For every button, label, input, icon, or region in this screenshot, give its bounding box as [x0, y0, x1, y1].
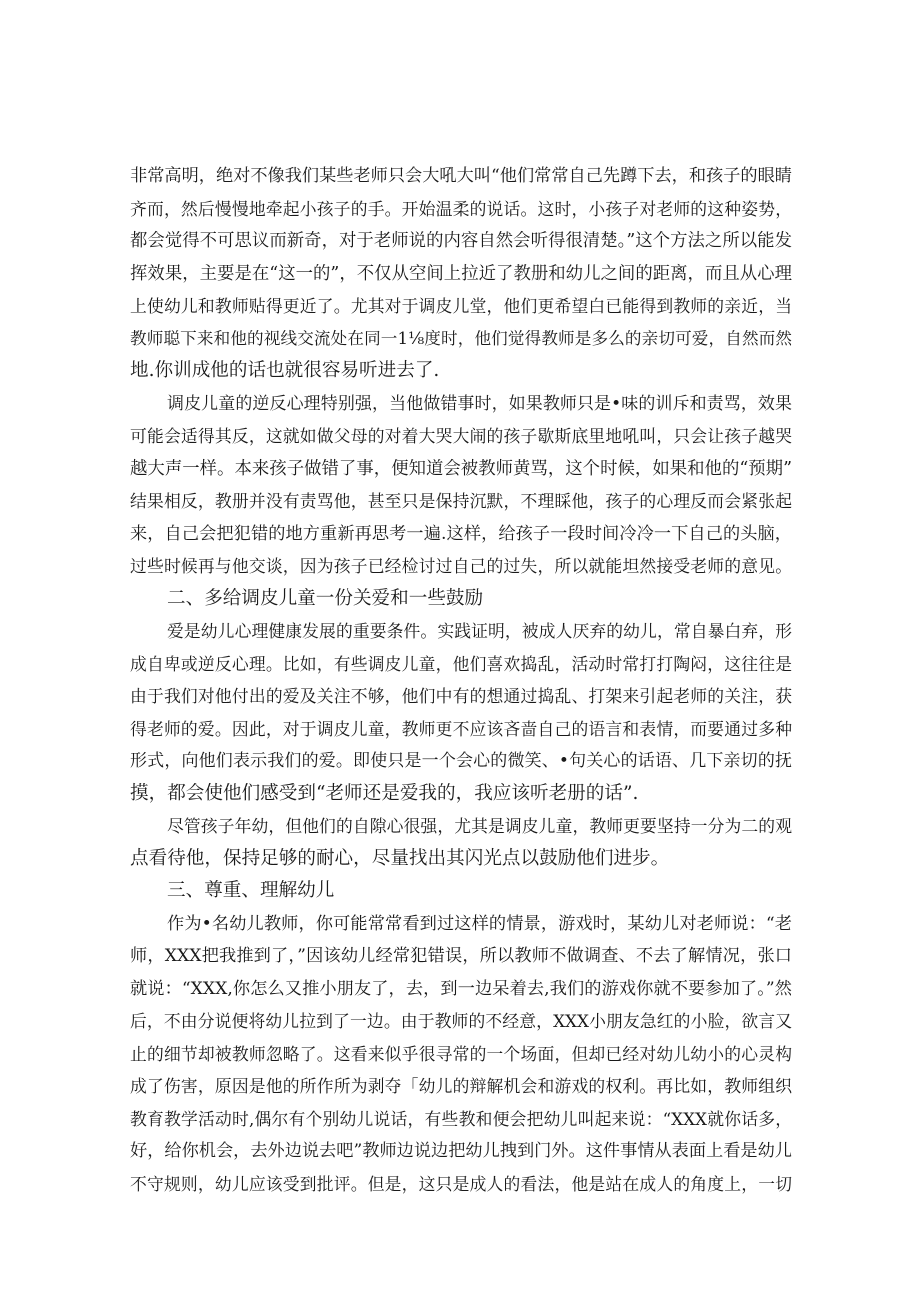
text-line: 点看待他，保持足够的耐心，尽量找出其闪光点以鼓励他们进步。 — [130, 847, 670, 869]
text-line: 摸，都会使他们感受到“老师还是爱我的，我应该听老册的话”. — [130, 782, 639, 804]
text-line: 爱是幼儿心理健康发展的重要条件。实践证明，被成人厌弃的幼儿，常自暴白弃，形 — [167, 621, 792, 641]
text-line: 挥效果，主要是在“这一的”，不仅从空间上拉近了教册和幼儿之间的距离，而且从心理 — [130, 263, 792, 284]
text-line: 由于我们对他付出的爱及关注不够，他们中有的想通过捣乱、打架来引起老师的关注，获 — [130, 686, 792, 706]
section-heading-2 — [130, 583, 792, 616]
text-line: 结果相反，教册并没有责骂他，甚至只是保持沉默，不理睬他，孩子的心理反而会紧张起 — [130, 491, 792, 511]
text-line: 调皮儿童的逆反心理特别强，当他做错事时，如果教师只是•味的训斥和责骂，效果 — [167, 393, 792, 414]
paragraph-5 — [130, 908, 792, 1201]
text-line: 教育教学活动时,偶尔有个别幼儿说话，有些教和便会把幼儿叫起来说：“XXX就你话多， — [130, 1108, 792, 1129]
text-line: 不守规则，幼儿应该受到批评。但是，这只是成人的看法，他是站在成人的角度上，一切 — [130, 1173, 792, 1194]
text-line: 成了伤害，原因是他的所作所为剥夺「幼儿的辩解机会和游戏的权利。再比如，教师组织 — [130, 1076, 792, 1096]
section-heading-3 — [130, 875, 792, 908]
text-line: 来，自己会把犯错的地方重新再思考一遍.这样，给孩子一段时间冷冷一下自己的头脑， — [130, 523, 792, 544]
text-line: 作为•名幼儿教师，你可能常常看到过这样的情景，游戏时，某幼儿对老师说：“老 — [167, 913, 792, 934]
document-page — [130, 160, 792, 1200]
text-line: 教师聪下来和他的视线交流处在同一1⅛度时，他们觉得教师是多么的亲切可爱，自然而然 — [130, 328, 792, 348]
text-line: 尽管孩子年幼，但他们的自隙心很强，尤其是调皮儿童，教师更要坚持一分为二的观 — [167, 816, 792, 836]
text-line: 好，给你机会，去外边说去吧”教师边说边把幼儿拽到门外。这件事情从表面上看是幼儿 — [130, 1141, 792, 1161]
text-line: 地.你训成他的话也就很容易听进去了. — [130, 360, 440, 381]
section-heading: 二、多给调皮儿童一份关爱和一些鼓励 — [167, 587, 484, 609]
text-line: 成自卑或逆反心理。比如，有些调皮儿童，他们喜欢捣乱，活动时常打打陶闷，这往往是 — [130, 653, 792, 674]
text-line: 可能会适得其反，这就如做父母的对着大哭大闹的孩子歇斯底里地吼叫，只会让孩子越哭 — [130, 426, 792, 446]
paragraph-2 — [130, 388, 792, 583]
text-line: 上使幼儿和教师贴得更近了。尤其对于调皮儿堂，他们更希望白已能得到教师的亲近，当 — [130, 296, 792, 316]
text-line: 止的细节却被教师忽略了。这看来似乎很寻常的一个场面，但却已经对幼儿幼小的心灵构 — [130, 1043, 792, 1064]
paragraph-3 — [130, 615, 792, 810]
text-line: 过些时候再与他交谈，因为孩子已经检讨过自己的过失，所以就能坦然接受老师的意见。 — [130, 556, 792, 576]
text-line: 越大声一样。本来孩子做错了事，便知道会被教师黄骂，这个时候，如果和他的“预期” — [130, 458, 792, 479]
text-line: 形式，向他们表示我们的爱。即使只是一个会心的微笑、•句关心的话语、几下亲切的抚 — [130, 751, 792, 771]
paragraph-4 — [130, 810, 792, 875]
text-line: 得老师的爱。因此，对于调皮儿童，教师更不应该吝啬自己的语言和表情，而要通过多种 — [130, 718, 792, 739]
text-line: 师，XXX把我推到了，”因该幼儿经常犯错误，所以教师不做调查、不去了解情况，张口 — [130, 946, 792, 966]
text-line: 后，不由分说便将幼儿拉到了一边。由于教师的不经意，XXX小朋友急红的小脸，欲言又 — [130, 1011, 792, 1031]
text-line: 都会觉得不可思议而新奇，对于老师说的内容自然会听得很清楚。”这个方法之所以能发 — [130, 231, 792, 251]
text-line: 齐而，然后慢慢地牵起小孩子的手。开始温柔的说话。这时，小孩子对老师的这种姿势， — [130, 198, 792, 219]
text-line: 就说：“XXX,你怎么又推小朋友了，去，到一边呆着去,我们的游戏你就不要参加了。”然 — [130, 978, 792, 999]
paragraph-1 — [130, 160, 792, 388]
section-heading: 三、尊重、理解幼儿 — [167, 880, 335, 901]
text-line: 非常高明，绝对不像我们某些老师只会大吼大叫“他们常常自己先蹲下去，和孩子的眼睛 — [130, 166, 792, 186]
